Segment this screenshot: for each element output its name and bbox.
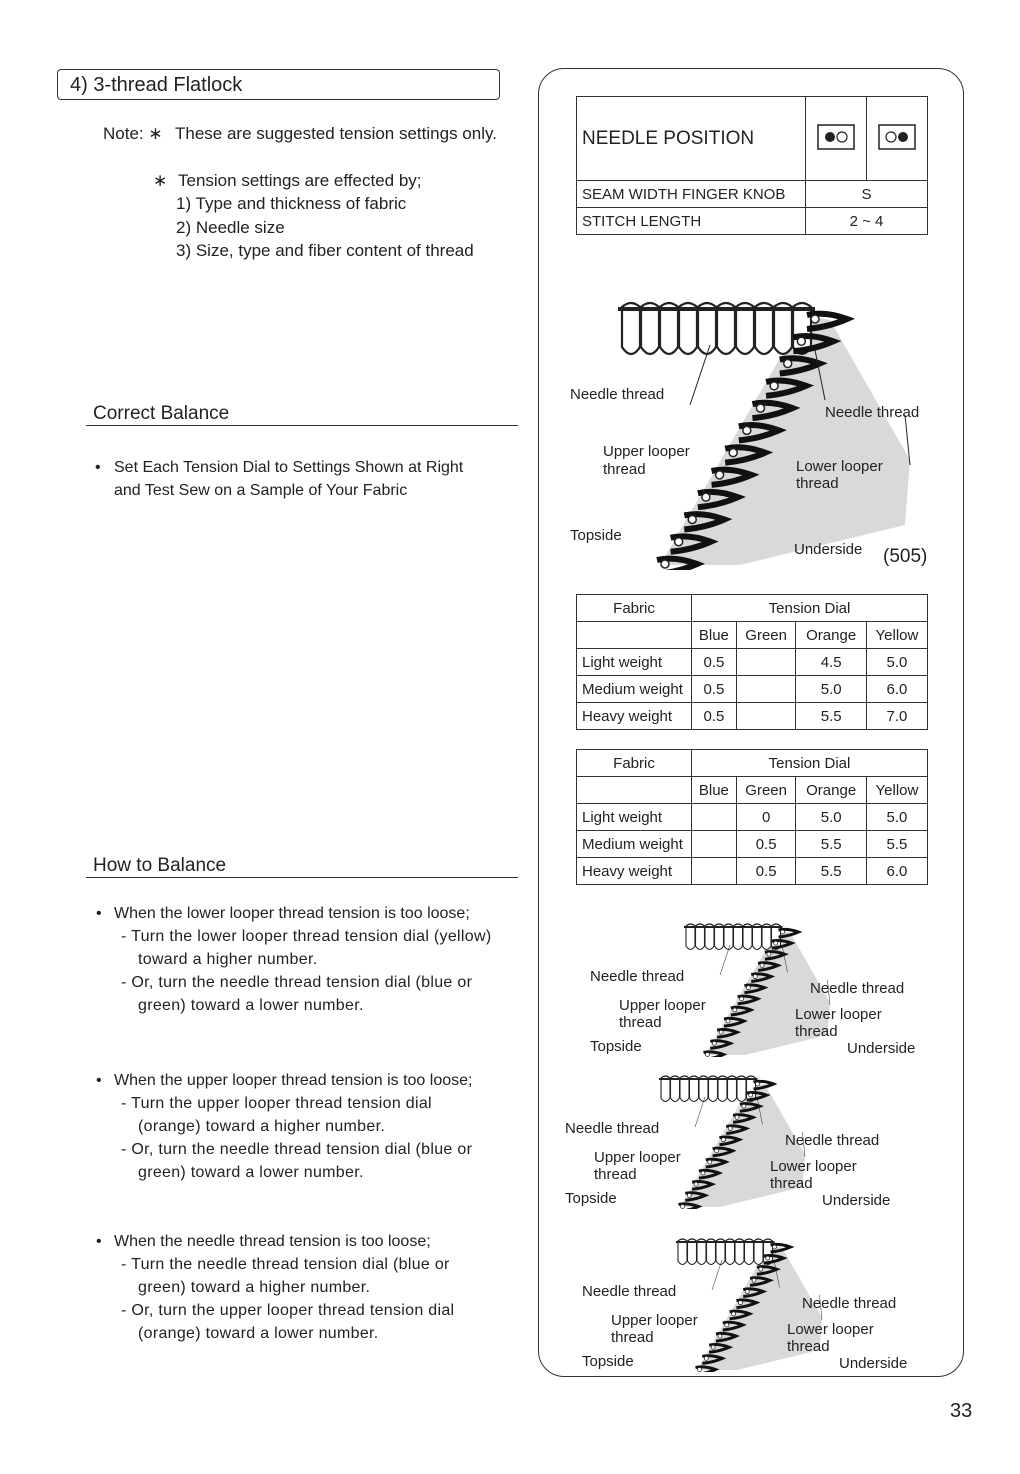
needle-stitch [756,1082,760,1086]
tension-value [736,676,796,703]
needle-stitch [811,315,819,323]
label-underside: Underside [794,541,863,558]
label-upper-looper: Upper looper [603,443,690,460]
fabric-weight: Medium weight [577,831,692,858]
label-upper2: thread [594,1166,637,1183]
tension-value [736,703,796,730]
needle-stitch [719,1030,723,1034]
dial-color-header: Green [736,777,796,804]
instruction-line: - Turn the lower looper thread tension dial (yellow) [121,928,492,945]
needle-stitch [767,952,771,956]
tension-value: 6.0 [866,676,927,703]
label-topside: Topside [582,1353,634,1370]
fabric-header: Fabric [577,750,692,777]
instruction-line: - Turn the needle thread tension dial (blue or [121,1256,450,1273]
label-upper-looper: thread [603,461,646,478]
bullet-dot: • [96,1233,102,1250]
label-needle-thread: Needle thread [825,404,920,421]
tension-value [736,649,796,676]
label-lower2: thread [795,1023,838,1040]
model-number: (505) [883,546,928,567]
needle-stitch [718,1334,722,1338]
fabric-weight: Heavy weight [577,858,692,885]
table-row [577,804,928,831]
dial-color-header: Blue [692,622,737,649]
label-topside: Topside [570,527,622,544]
label-lower2: thread [770,1175,813,1192]
label-needle-thread: Needle thread [570,386,665,403]
needle-stitch [702,493,710,501]
needle-stitch [760,963,764,967]
needle-stitch [716,471,724,479]
needle-stitch [766,1256,770,1260]
label-upper: Upper looper [594,1149,681,1166]
needle-stitch [708,1160,712,1164]
dial-color-header: Orange [796,777,866,804]
needle-stitch [728,1127,732,1131]
label-needle-left: Needle thread [565,1120,660,1137]
left-needle-position-icon [817,124,855,150]
how-to-balance-heading: How to Balance [86,855,518,878]
leader-line [720,945,730,975]
label-lower-looper: Lower looper [796,458,883,475]
needle-stitch [733,1008,737,1012]
tension-value: 5.5 [796,831,866,858]
needle-stitch [752,1278,756,1282]
tension-table [576,749,928,885]
seam-width-label: SEAM WIDTH FINGER KNOB [577,181,806,208]
needle-stitch [749,1093,753,1097]
tension-value: 5.0 [866,804,927,831]
needle-stitch [781,930,785,934]
condition-line: When the upper looper thread tension is too loose; [114,1072,473,1089]
instruction-line: - Or, turn the needle thread tension dial (blue or [121,974,473,991]
tension-value: 6.0 [866,858,927,885]
bullet-dot: • [95,459,101,476]
table-row [577,676,928,703]
needle-stitch [738,1301,742,1305]
tension-value [692,804,737,831]
page-number: 33 [950,1400,973,1422]
needle-stitch [784,360,792,368]
note-label: Note: ∗ [103,124,163,143]
instruction-line: (orange) toward a higher number. [138,1118,386,1135]
correct-balance-heading: Correct Balance [86,403,518,426]
table-row [577,649,928,676]
tension-value [692,831,737,858]
tension-value: 5.0 [796,804,866,831]
tension-dial-header: Tension Dial [692,750,928,777]
needle-stitch [797,337,805,345]
needle-stitch [701,1171,705,1175]
tension-value: 5.0 [866,649,927,676]
condition-line: When the lower looper thread tension is too loose; [114,905,470,922]
needle-stitch [756,404,764,412]
instruction-line: - Turn the upper looper thread tension dial [121,1095,432,1112]
needle-stitch [721,1138,725,1142]
label-lower: Lower looper [787,1321,874,1338]
label-lower: Lower looper [770,1158,857,1175]
fabric-weight: Medium weight [577,676,692,703]
fabric-weight: Light weight [577,649,692,676]
bullet-dot: • [96,905,102,922]
table-row [577,703,928,730]
note-item: 1) Type and thickness of fabric [176,194,407,213]
stitch-length-value: 2 ~ 4 [806,208,928,235]
instruction-line: green) toward a lower number. [138,997,364,1014]
instruction-line: green) toward a higher number. [138,1279,371,1296]
note-line: Tension settings are effected by; [178,171,422,190]
label-topside: Topside [565,1190,617,1207]
right-needle-position-icon [878,124,916,150]
needle-stitch [661,560,669,568]
needle-stitch [704,1356,708,1360]
instruction-line: and Test Sew on a Sample of Your Fabric [114,482,408,499]
tension-value: 0.5 [692,703,737,730]
table-row [577,858,928,885]
instruction-line: toward a higher number. [138,951,318,968]
needle-stitch [675,538,683,546]
needle-stitch [740,997,744,1001]
tension-value: 0.5 [692,649,737,676]
condition-line: When the needle thread tension is too loose; [114,1233,431,1250]
needle-position-label: NEEDLE POSITION [577,97,806,181]
note-bullet: ∗ [153,171,168,190]
label-lower2: thread [787,1338,830,1355]
leader-line [690,345,710,405]
needle-stitch [773,1245,777,1249]
empty-cell [577,622,692,649]
instruction-line: (orange) toward a lower number. [138,1325,379,1342]
needle-stitch [711,1345,715,1349]
label-underside: Underside [847,1040,916,1057]
tension-value: 0.5 [692,676,737,703]
label-upper: Upper looper [619,997,706,1014]
needle-stitch [687,1193,691,1197]
label-needle-right: Needle thread [785,1132,880,1149]
tension-value: 5.0 [796,676,866,703]
needle-stitch [681,1205,685,1209]
dial-color-header: Blue [692,777,737,804]
needle-stitch [732,1312,736,1316]
fabric-weight: Heavy weight [577,703,692,730]
label-lower-looper: thread [796,475,839,492]
label-needle-right: Needle thread [810,980,905,997]
tension-value [692,858,737,885]
table-row [577,831,928,858]
label-lower: Lower looper [795,1006,882,1023]
needle-stitch [742,1104,746,1108]
tension-value: 4.5 [796,649,866,676]
needle-stitch [715,1149,719,1153]
needle-stitch [753,975,757,979]
needle-stitch [706,1053,710,1057]
tension-value: 5.5 [866,831,927,858]
dial-color-header: Green [736,622,796,649]
tension-dial-header: Tension Dial [692,595,928,622]
label-needle-left: Needle thread [590,968,685,985]
note-item: 3) Size, type and fiber content of thread [176,241,474,260]
needle-stitch [759,1267,763,1271]
label-underside: Underside [822,1192,891,1209]
needle-stitch [745,1290,749,1294]
label-upper2: thread [619,1014,662,1031]
empty-cell [577,777,692,804]
needle-stitch [698,1368,702,1372]
needle-stitch [725,1323,729,1327]
dial-color-header: Orange [796,622,866,649]
label-needle-left: Needle thread [582,1283,677,1300]
leader-line [695,1097,705,1127]
tension-value: 0.5 [736,831,796,858]
bullet-dot: • [96,1072,102,1089]
needle-stitch [729,449,737,457]
instruction-line: Set Each Tension Dial to Settings Shown at Right [114,459,464,476]
needle-stitch [774,941,778,945]
needle-stitch [735,1115,739,1119]
fabric-header: Fabric [577,595,692,622]
note-item: 2) Needle size [176,218,285,237]
needle-stitch [712,1041,716,1045]
section-title: 4) 3-thread Flatlock [57,69,500,100]
note-line: These are suggested tension settings only. [175,124,497,143]
tension-table [576,594,928,730]
needle-stitch [688,515,696,523]
instruction-line: - Or, turn the needle thread tension dial (blue or [121,1141,473,1158]
needle-stitch [746,986,750,990]
dial-color-header: Yellow [866,777,927,804]
fabric-weight: Light weight [577,804,692,831]
needle-stitch [726,1019,730,1023]
tension-value: 0 [736,804,796,831]
dial-color-header: Yellow [866,622,927,649]
label-needle-right: Needle thread [802,1295,897,1312]
tension-value: 5.5 [796,858,866,885]
leader-line [712,1260,722,1290]
label-underside: Underside [839,1355,908,1372]
stitch-length-label: STITCH LENGTH [577,208,806,235]
tension-value: 5.5 [796,703,866,730]
seam-width-value: S [806,181,928,208]
needle-stitch [770,382,778,390]
instruction-line: green) toward a lower number. [138,1164,364,1181]
label-upper2: thread [611,1329,654,1346]
tension-value: 7.0 [866,703,927,730]
instruction-line: - Or, turn the upper looper thread tension dial [121,1302,455,1319]
label-upper: Upper looper [611,1312,698,1329]
label-topside: Topside [590,1038,642,1055]
needle-stitch [694,1182,698,1186]
needle-stitch [743,426,751,434]
needle-settings-table [576,96,928,235]
tension-value: 0.5 [736,858,796,885]
